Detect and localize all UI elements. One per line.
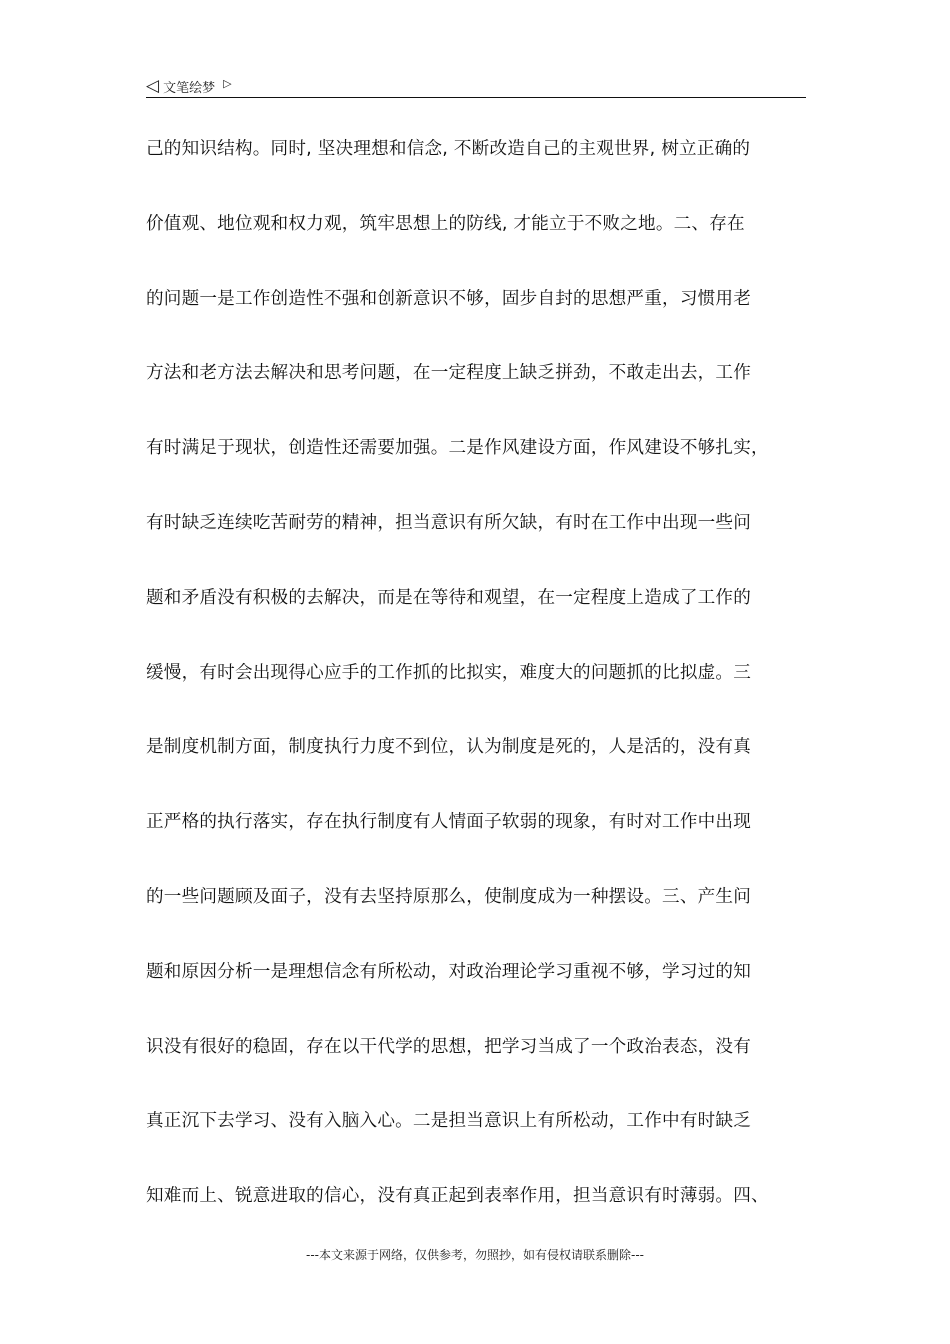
text-line: 方法和老方法去解决和思考问题，在一定程度上缺乏拼劲，不敢走出去，工作 xyxy=(146,363,751,384)
text-line: 的一些问题顾及面子，没有去坚持原那么，使制度成为一种摆设。三、产生问 xyxy=(146,886,751,907)
text-line: 的问题一是工作创造性不强和创新意识不够，固步自封的思想严重，习惯用老 xyxy=(146,288,751,309)
text-line: 有时满足于现状，创造性还需要加强。二是作风建设方面，作风建设不够扎实， xyxy=(146,438,769,459)
header-divider xyxy=(146,97,806,98)
page-footer: ---本文来源于网络，仅供参考，勿照抄，如有侵权请联系删除--- xyxy=(306,1248,644,1262)
text-line: 真正沉下去学习、没有入脑入心。二是担当意识上有所松动，工作中有时缺乏 xyxy=(146,1111,751,1132)
text-line: 知难而上、锐意进取的信心，没有真正起到表率作用，担当意识有时薄弱。四、 xyxy=(146,1186,769,1207)
header-title: 文笔绘梦 xyxy=(163,80,216,96)
triangle-left-icon: ◁ xyxy=(146,75,160,96)
text-line: 识没有很好的稳固，存在以干代学的思想，把学习当成了一个政治表态，没有 xyxy=(146,1036,751,1057)
text-line: 有时缺乏连续吃苦耐劳的精神，担当意识有所欠缺，有时在工作中出现一些问 xyxy=(146,512,751,533)
document-body xyxy=(146,131,818,1253)
text-line: 己的知识结构。同时, 坚决理想和信念, 不断改造自己的主观世界, 树立正确的 xyxy=(146,139,751,159)
text-line: 正严格的执行落实，存在执行制度有人情面子软弱的现象，有时对工作中出现 xyxy=(146,812,751,833)
triangle-right-icon: ▷ xyxy=(223,76,232,90)
text-line: 题和矛盾没有积极的去解决，而是在等待和观望，在一定程度上造成了工作的 xyxy=(146,587,751,608)
text-line: 是制度机制方面，制度执行力度不到位，认为制度是死的，人是活的，没有真 xyxy=(146,737,751,758)
text-line: 题和原因分析一是理想信念有所松动，对政治理论学习重视不够，学习过的知 xyxy=(146,961,751,982)
text-line: 缓慢，有时会出现得心应手的工作抓的比拟实，难度大的问题抓的比拟虚。三 xyxy=(146,662,751,683)
text-line: 价值观、地位观和权力观，筑牢思想上的防线, 才能立于不败之地。二、存在 xyxy=(146,213,745,234)
page-header xyxy=(146,74,806,98)
